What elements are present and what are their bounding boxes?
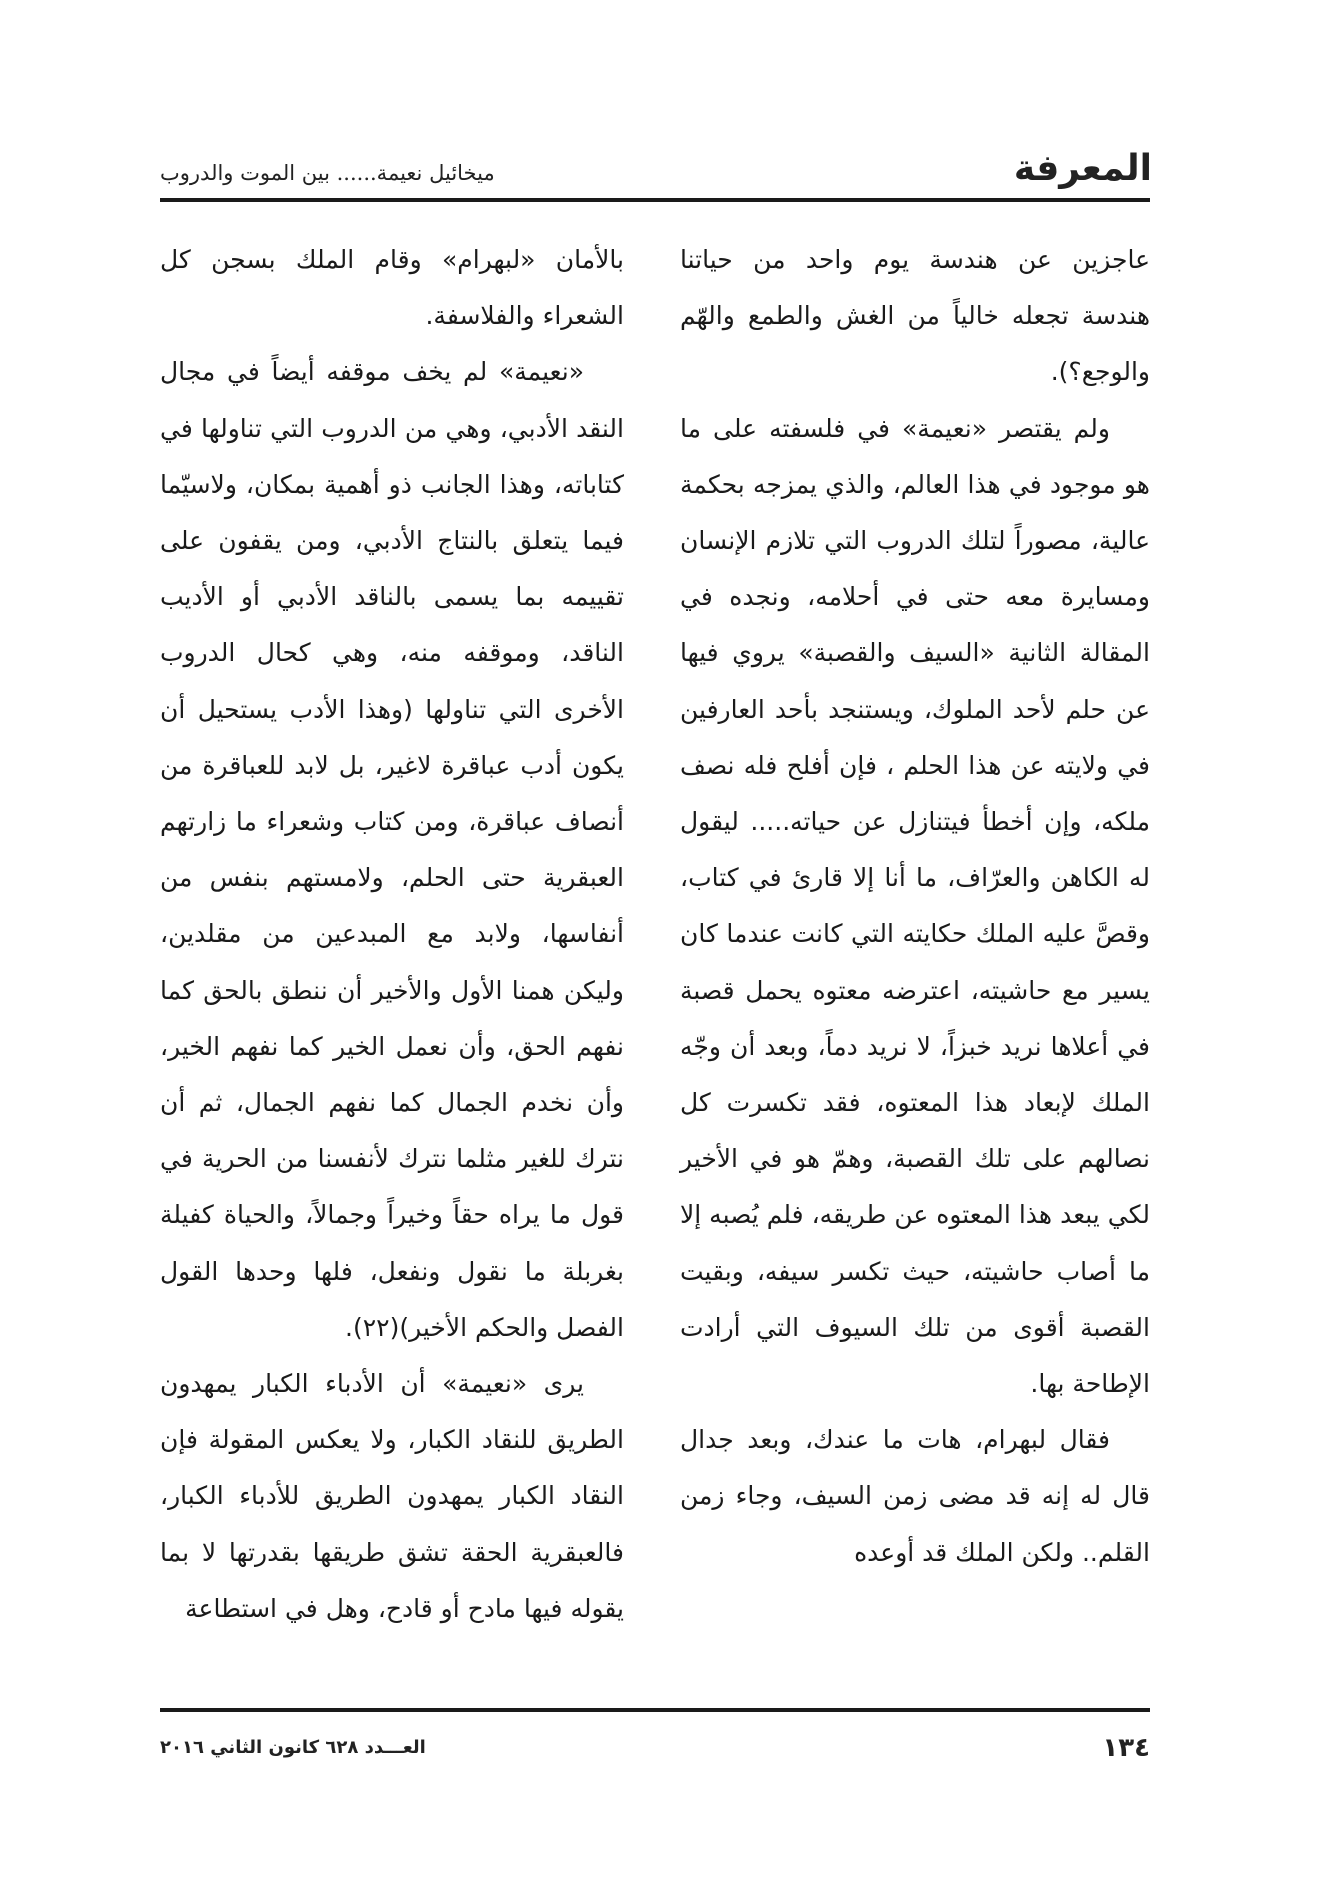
paragraph: فقال لبهرام، هات ما عندك، وبعد جدال قال له إنه قد مضى زمن السيف، وجاء زمن القلم.. ولكن الملك قد أوعده: [680, 1425, 1150, 1567]
right-column: [680, 232, 1150, 1581]
header-rule: [160, 198, 1150, 202]
paragraph: ولم يقتصر «نعيمة» في فلسفته على ما هو موجود في هذا العالم، والذي يمزجه بحكمة عالية، مصوراً لتلك الدروب التي تلازم الإنسان ومسايرة معه حتى في أحلامه، ونجده في المقالة الثانية «السيف والقصبة» يروي فيها عن حلم لأحد الملوك، ويستنجد بأحد العارفين في ولايته عن هذا الحلم ، فإن أفلح فله نصف ملكه، وإن أخطأ فيتنازل عن حياته..... ليقول له الكاهن والعرّاف، ما أنا إلا قارئ في كتاب، وقصَّ عليه الملك حكايته التي كانت عندما كان يسير مع حاشيته، اعترضه معتوه يحمل قصبة في أعلاها نريد خبزاً، لا نريد دماً، وبعد أن وجّه الملك لإبعاد هذا المعتوه، فقد تكسرت كل نصالهم على تلك القصبة، وهمّ هو في الأخير لكي يبعد هذا المعتوه عن طريقه، فلم يُصبه إلا ما أصاب حاشيته، حيث تكسر سيفه، وبقيت القصبة أقوى من تلك السيوف التي أرادت الإطاحة بها.: [680, 413, 1150, 1399]
paragraph: يرى «نعيمة» أن الأدباء الكبار يمهدون الطريق للنقاد الكبار، ولا يعكس المقولة فإن النقاد الكبار يمهدون الطريق للأدباء الكبار، فالعبقرية الحقة تشق طريقها بقدرتها لا بما يقوله فيها مادح أو قادح، وهل في استطاعة: [160, 1369, 624, 1623]
left-column: [160, 232, 624, 1637]
paragraph: عاجزين عن هندسة يوم واحد من حياتنا هندسة تجعله خالياً من الغش والطمع والهّم والوجع؟).: [680, 245, 1150, 387]
magazine-logo: المعرفة: [1013, 148, 1152, 189]
page-number: ١٣٤: [1102, 1733, 1150, 1763]
running-header-title: ميخائيل نعيمة...... بين الموت والدروب: [160, 161, 495, 185]
issue-info: العـــدد ٦٢٨ كانون الثاني ٢٠١٦: [160, 1737, 426, 1758]
paragraph: «نعيمة» لم يخف موقفه أيضاً في مجال النقد الأدبي، وهي من الدروب التي تناولها في كتاباته، وهذا الجانب ذو أهمية بمكان، ولاسيّما فيما يتعلق بالنتاج الأدبي، ومن يقفون على تقييمه بما يسمى بالناقد الأدبي أو الأديب الناقد، وموقفه منه، وهي كحال الدروب الأخرى التي تناولها (وهذا الأدب يستحيل أن يكون أدب عباقرة لاغير، بل لابد للعباقرة من أنصاف عباقرة، ومن كتاب وشعراء ما زارتهم العبقرية حتى الحلم، ولامستهم بنفس من أنفاسها، ولابد مع المبدعين من مقلدين، وليكن همنا الأول والأخير أن ننطق بالحق كما نفهم الحق، وأن نعمل الخير كما نفهم الخير، وأن نخدم الجمال كما نفهم الجمال، ثم أن نترك للغير مثلما نترك لأنفسنا من الحرية في قول ما يراه حقاً وخيراً وجمالاً، والحياة كفيلة بغربلة ما نقول ونفعل، فلها وحدها القول الفصل والحكم الأخير)(٢٢).: [160, 357, 624, 1342]
paragraph: بالأمان «لبهرام» وقام الملك بسجن كل الشعراء والفلاسفة.: [160, 245, 624, 331]
footer-rule: [160, 1708, 1150, 1712]
